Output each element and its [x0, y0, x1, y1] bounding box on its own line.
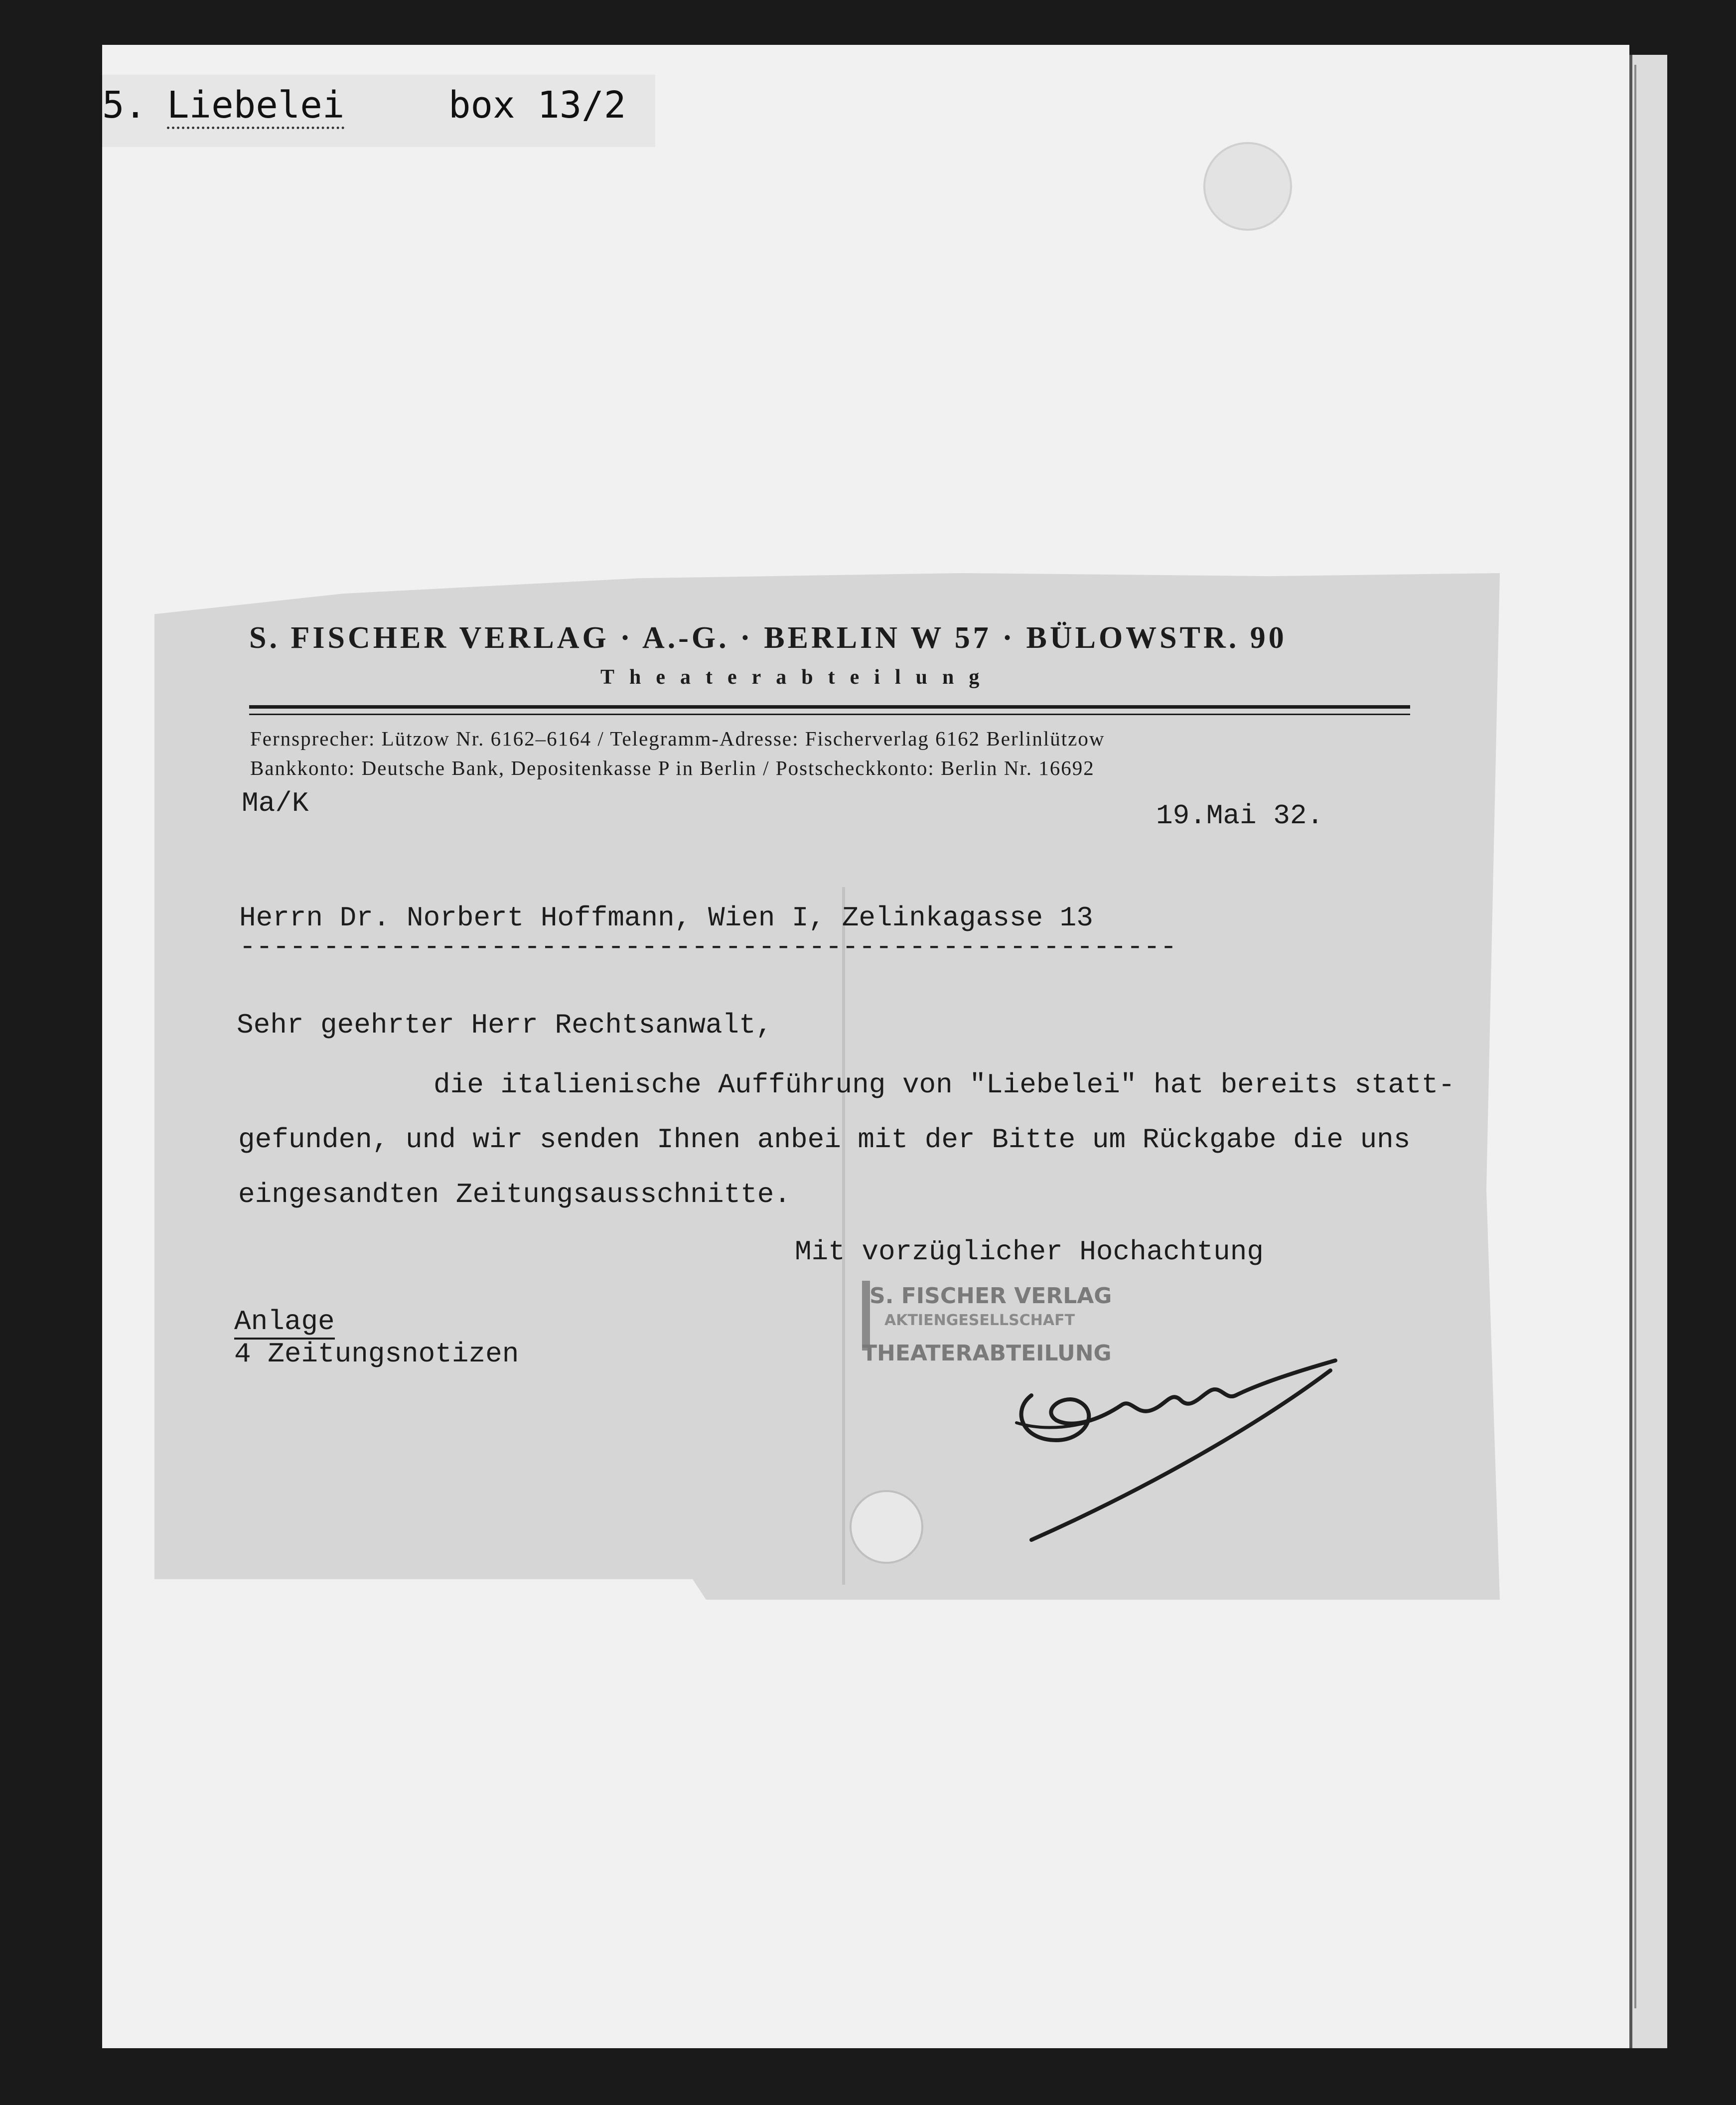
box-label-number: 5.: [102, 84, 147, 127]
stamp-company-name: S. FISCHER VERLAG: [869, 1283, 1112, 1309]
recipient-underline: --------------------------------------------------------: [239, 931, 1177, 963]
signature-icon: [1002, 1336, 1350, 1545]
letterhead-contact-bank: Bankkonto: Deutsche Bank, Depositenkasse P in Berlin / Postscheckkonto: Berlin Nr. 16692: [250, 756, 1095, 779]
letterhead-rule: [249, 714, 1410, 715]
paper-blemish: [1203, 142, 1292, 231]
body-line: eingesandten Zeitungsausschnitte.: [238, 1179, 791, 1210]
sheet-fold-line: [1634, 65, 1636, 2008]
letterhead-department: Theaterabteilung: [600, 666, 995, 689]
letter-date: 19.Mai 32.: [1156, 800, 1324, 832]
archive-box-label: [102, 75, 655, 147]
letterhead-company: S. FISCHER VERLAG · A.-G. · BERLIN W 57 · BÜLOWSTR. 90: [249, 621, 1287, 655]
stamp-company-form: AKTIENGESELLSCHAFT: [884, 1312, 1075, 1329]
stamp-department: THEATERABTEILUNG: [862, 1341, 1112, 1366]
letterhead-rule: [249, 705, 1410, 709]
enclosure-label: Anlage: [234, 1306, 335, 1340]
paper-blemish: [850, 1490, 923, 1564]
closing: Mit vorzüglicher Hochachtung: [795, 1236, 1264, 1268]
box-label-title: Liebelei: [167, 84, 344, 129]
letterhead-contact-phone: Fernsprecher: Lützow Nr. 6162–6164 / Telegramm-Adresse: Fischerverlag 6162 Berlinlützow: [250, 727, 1105, 750]
body-line: gefunden, und wir senden Ihnen anbei mit der Bitte um Rückgabe die uns: [238, 1124, 1411, 1156]
recipient-address: Herrn Dr. Norbert Hoffmann, Wien I, Zelinkagasse 13: [239, 902, 1093, 934]
body-line: die italienische Aufführung von "Liebelei" hat bereits statt-: [434, 1069, 1455, 1101]
reference-code: Ma/K: [242, 787, 309, 819]
stamp-frame: [862, 1281, 870, 1351]
box-label-box-number: box 13/2: [448, 84, 626, 127]
salutation: Sehr geehrter Herr Rechtsanwalt,: [237, 1009, 773, 1041]
enclosure-content: 4 Zeitungsnotizen: [234, 1338, 519, 1370]
